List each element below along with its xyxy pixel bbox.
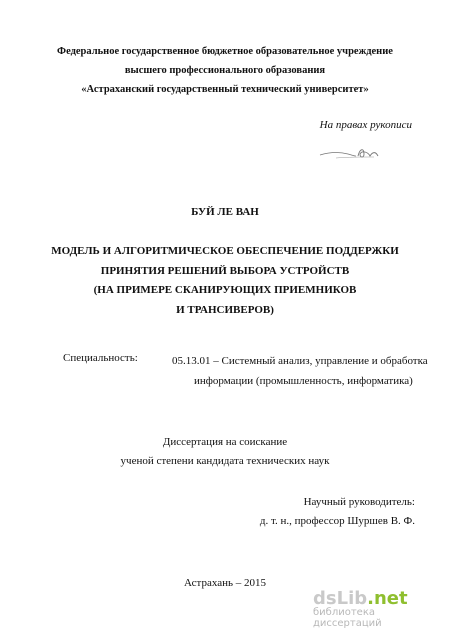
watermark[interactable] — [313, 588, 443, 633]
supervisor-name: д. т. н., профессор Шуршев В. Ф. — [259, 515, 415, 527]
organization-header — [0, 42, 450, 99]
degree-line-1: Диссертация на соискание — [162, 436, 288, 448]
city-year: Астрахань – 2015 — [183, 577, 267, 589]
signature — [318, 140, 396, 164]
title-line-3: (НА ПРИМЕРЕ СКАНИРУЮЩИХ ПРИЕМНИКОВ — [93, 284, 357, 296]
supervisor-block — [260, 493, 415, 531]
specialty-line-1: 05.13.01 – Системный анализ, управление и обработка — [172, 355, 428, 367]
watermark-logo-part-b: .net — [367, 588, 408, 609]
watermark-subtitle: библиотека диссертаций — [313, 607, 382, 629]
organization-line-2: высшего профессионального образования — [124, 65, 326, 76]
watermark-logo — [313, 588, 443, 609]
degree-line-2: ученой степени кандидата технических наук — [120, 455, 330, 467]
title-line-1: МОДЕЛЬ И АЛГОРИТМИЧЕСКОЕ ОБЕСПЕЧЕНИЕ ПОДДЕРЖКИ — [51, 245, 399, 257]
organization-line-3: «Астраханский государственный технический университет» — [81, 84, 369, 95]
organization-line-1: Федеральное государственное бюджетное образовательное учреждение — [57, 46, 393, 57]
manuscript-note: На правах рукописи — [319, 119, 412, 131]
specialty-label: Специальность: — [63, 352, 138, 364]
dissertation-title — [0, 242, 450, 320]
dissertation-degree — [0, 433, 450, 471]
title-line-2: ПРИНЯТИЯ РЕШЕНИЙ ВЫБОРА УСТРОЙСТВ — [100, 264, 350, 277]
watermark-logo-part-a: dsLib — [313, 588, 368, 609]
specialty-value — [172, 352, 432, 391]
specialty-line-2: информации (промышленность, информатика) — [194, 374, 413, 387]
author-name: БУЙ ЛЕ ВАН — [191, 206, 259, 218]
title-line-4: И ТРАНСИВЕРОВ) — [176, 303, 274, 316]
supervisor-label: Научный руководитель: — [303, 496, 415, 508]
